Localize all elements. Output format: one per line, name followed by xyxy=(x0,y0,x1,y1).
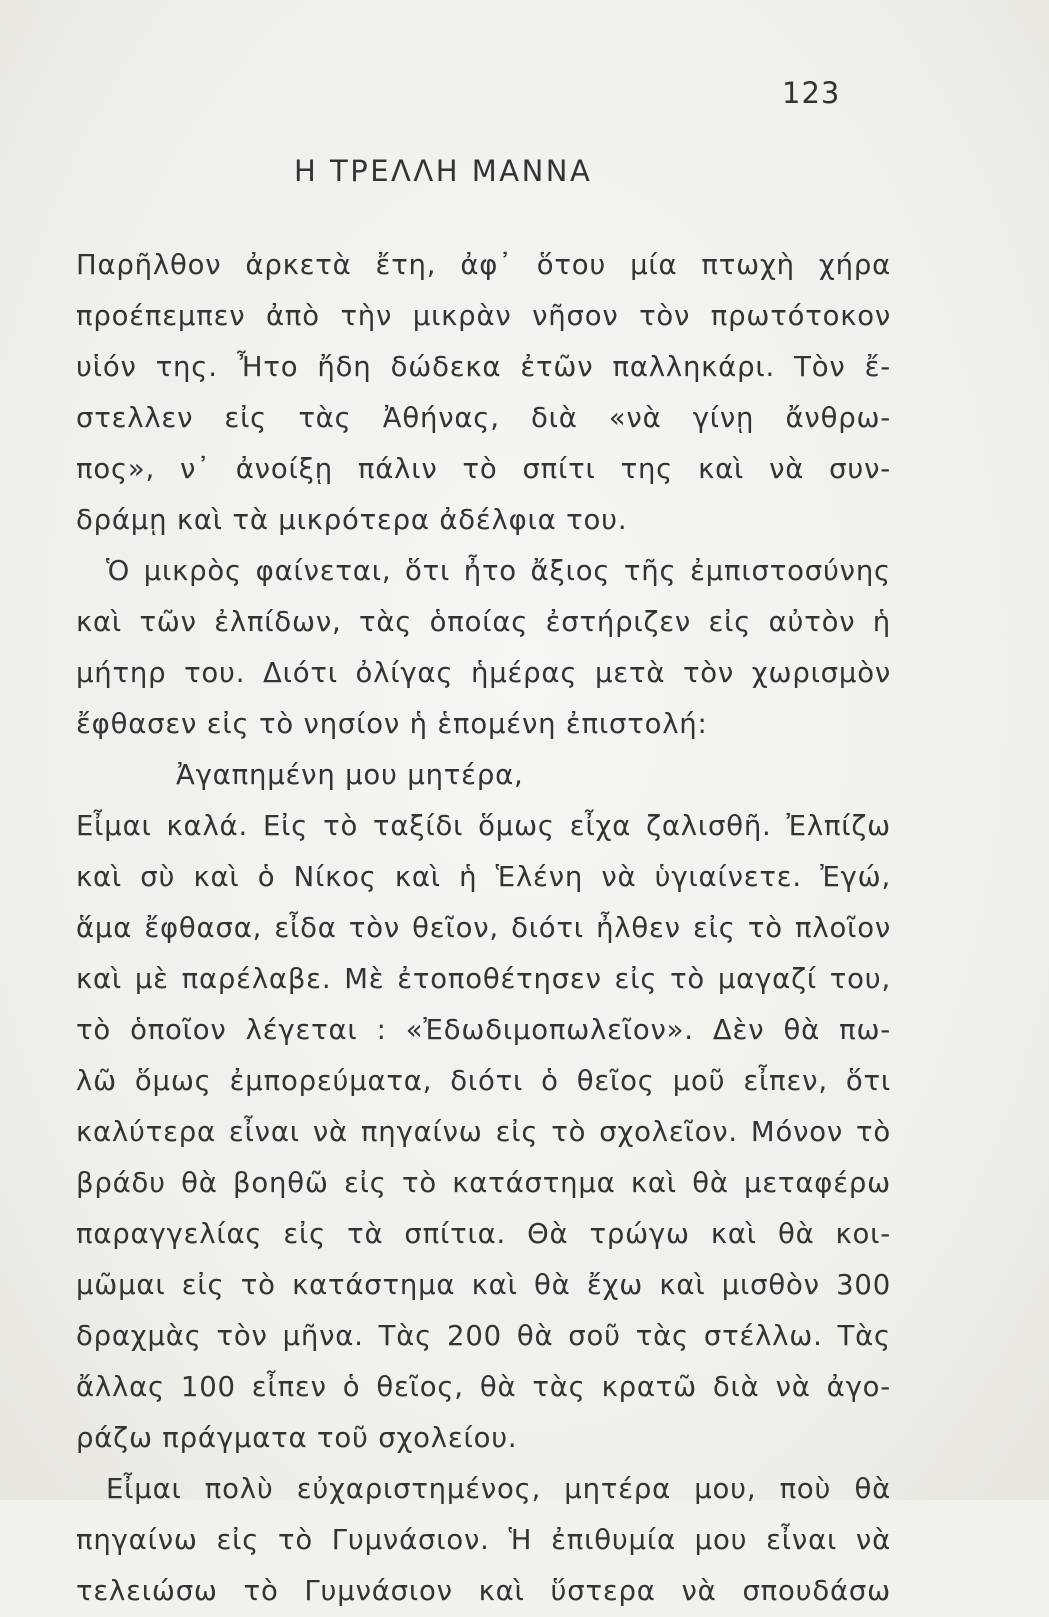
text-line: προέπεμπεν ἀπὸ τὴν μικρὰν νῆσον τὸν πρωτότοκον xyxy=(76,300,891,332)
text-line: δραχμὰς τὸν μῆνα. Τὰς 200 θὰ σοῦ τὰς στέλλω. Τὰς xyxy=(76,1320,891,1352)
text-line: ἅμα ἔφθασα, εἶδα τὸν θεῖον, διότι ἦλθεν εἰς τὸ πλοῖον xyxy=(76,912,891,944)
text-line: δράμῃ καὶ τὰ μικρότερα ἀδέλφια του. xyxy=(76,504,628,536)
text-line: τελειώσω τὸ Γυμνάσιον καὶ ὕστερα νὰ σπουδάσω xyxy=(76,1575,891,1607)
text-line: μήτηρ του. Διότι ὀλίγας ἡμέρας μετὰ τὸν χωρισμὸν xyxy=(76,657,891,689)
text-line: ἔφθασεν εἰς τὸ νησίον ἡ ἑπομένη ἐπιστολή: xyxy=(76,708,708,740)
text-line: καὶ τῶν ἐλπίδων, τὰς ὁποίας ἐστήριζεν εἰς αὐτὸν ἡ xyxy=(76,606,891,638)
page-number: 123 xyxy=(782,76,841,110)
text-line: πος», ν᾽ ἀνοίξῃ πάλιν τὸ σπίτι της καὶ νὰ συν- xyxy=(76,453,891,485)
text-line: Ὁ μικρὸς φαίνεται, ὅτι ἦτο ἄξιος τῆς ἐμπιστοσύνης xyxy=(106,555,891,587)
letter-salutation: Ἀγαπημένη μου μητέρα, xyxy=(176,759,524,791)
text-line: ράζω πράγματα τοῦ σχολείου. xyxy=(76,1422,518,1454)
text-line: μῶμαι εἰς τὸ κατάστημα καὶ θὰ ἔχω καὶ μισθὸν 300 xyxy=(76,1269,891,1301)
text-line: καὶ σὺ καὶ ὁ Νίκος καὶ ἡ Ἑλένη νὰ ὑγιαίνετε. Ἐγώ, xyxy=(76,861,891,893)
text-line: παραγγελίας εἰς τὰ σπίτια. Θὰ τρώγω καὶ θὰ κοι- xyxy=(76,1218,891,1250)
text-line: τὸ ὁποῖον λέγεται : «Ἐδωδιμοπωλεῖον». Δὲν θὰ πω- xyxy=(76,1014,891,1046)
chapter-title: Η ΤΡΕΛΛΗ ΜΑΝΝΑ xyxy=(294,154,593,188)
text-line: Παρῆλθον ἀρκετὰ ἔτη, ἀφ᾽ ὅτου μία πτωχὴ χήρα xyxy=(76,249,891,281)
text-line: λῶ ὅμως ἐμπορεύματα, διότι ὁ θεῖος μοῦ εἶπεν, ὅτι xyxy=(76,1065,891,1097)
text-line: ἄλλας 100 εἶπεν ὁ θεῖος, θὰ τὰς κρατῶ διὰ νὰ ἀγο- xyxy=(76,1371,891,1403)
body-text xyxy=(76,240,891,1617)
text-line: καὶ μὲ παρέλαβε. Μὲ ἐτοποθέτησεν εἰς τὸ μαγαζί του, xyxy=(76,963,891,995)
text-line: βράδυ θὰ βοηθῶ εἰς τὸ κατάστημα καὶ θὰ μεταφέρω xyxy=(76,1167,891,1199)
text-line: Εἶμαι καλά. Εἰς τὸ ταξίδι ὅμως εἶχα ζαλισθῆ. Ἐλπίζω xyxy=(76,810,891,842)
text-line: υἱόν της. Ἦτο ἤδη δώδεκα ἐτῶν παλληκάρι. Τὸν ἔ- xyxy=(76,351,891,383)
text-line: στελλεν εἰς τὰς Ἀθήνας, διὰ «νὰ γίνῃ ἄνθρω- xyxy=(76,402,891,434)
text-line: καλύτερα εἶναι νὰ πηγαίνω εἰς τὸ σχολεῖον. Μόνον τὸ xyxy=(76,1116,891,1148)
text-line: Εἶμαι πολὺ εὐχαριστημένος, μητέρα μου, ποὺ θὰ xyxy=(106,1473,891,1505)
text-line: πηγαίνω εἰς τὸ Γυμνάσιον. Ἡ ἐπιθυμία μου εἶναι νὰ xyxy=(76,1524,891,1556)
